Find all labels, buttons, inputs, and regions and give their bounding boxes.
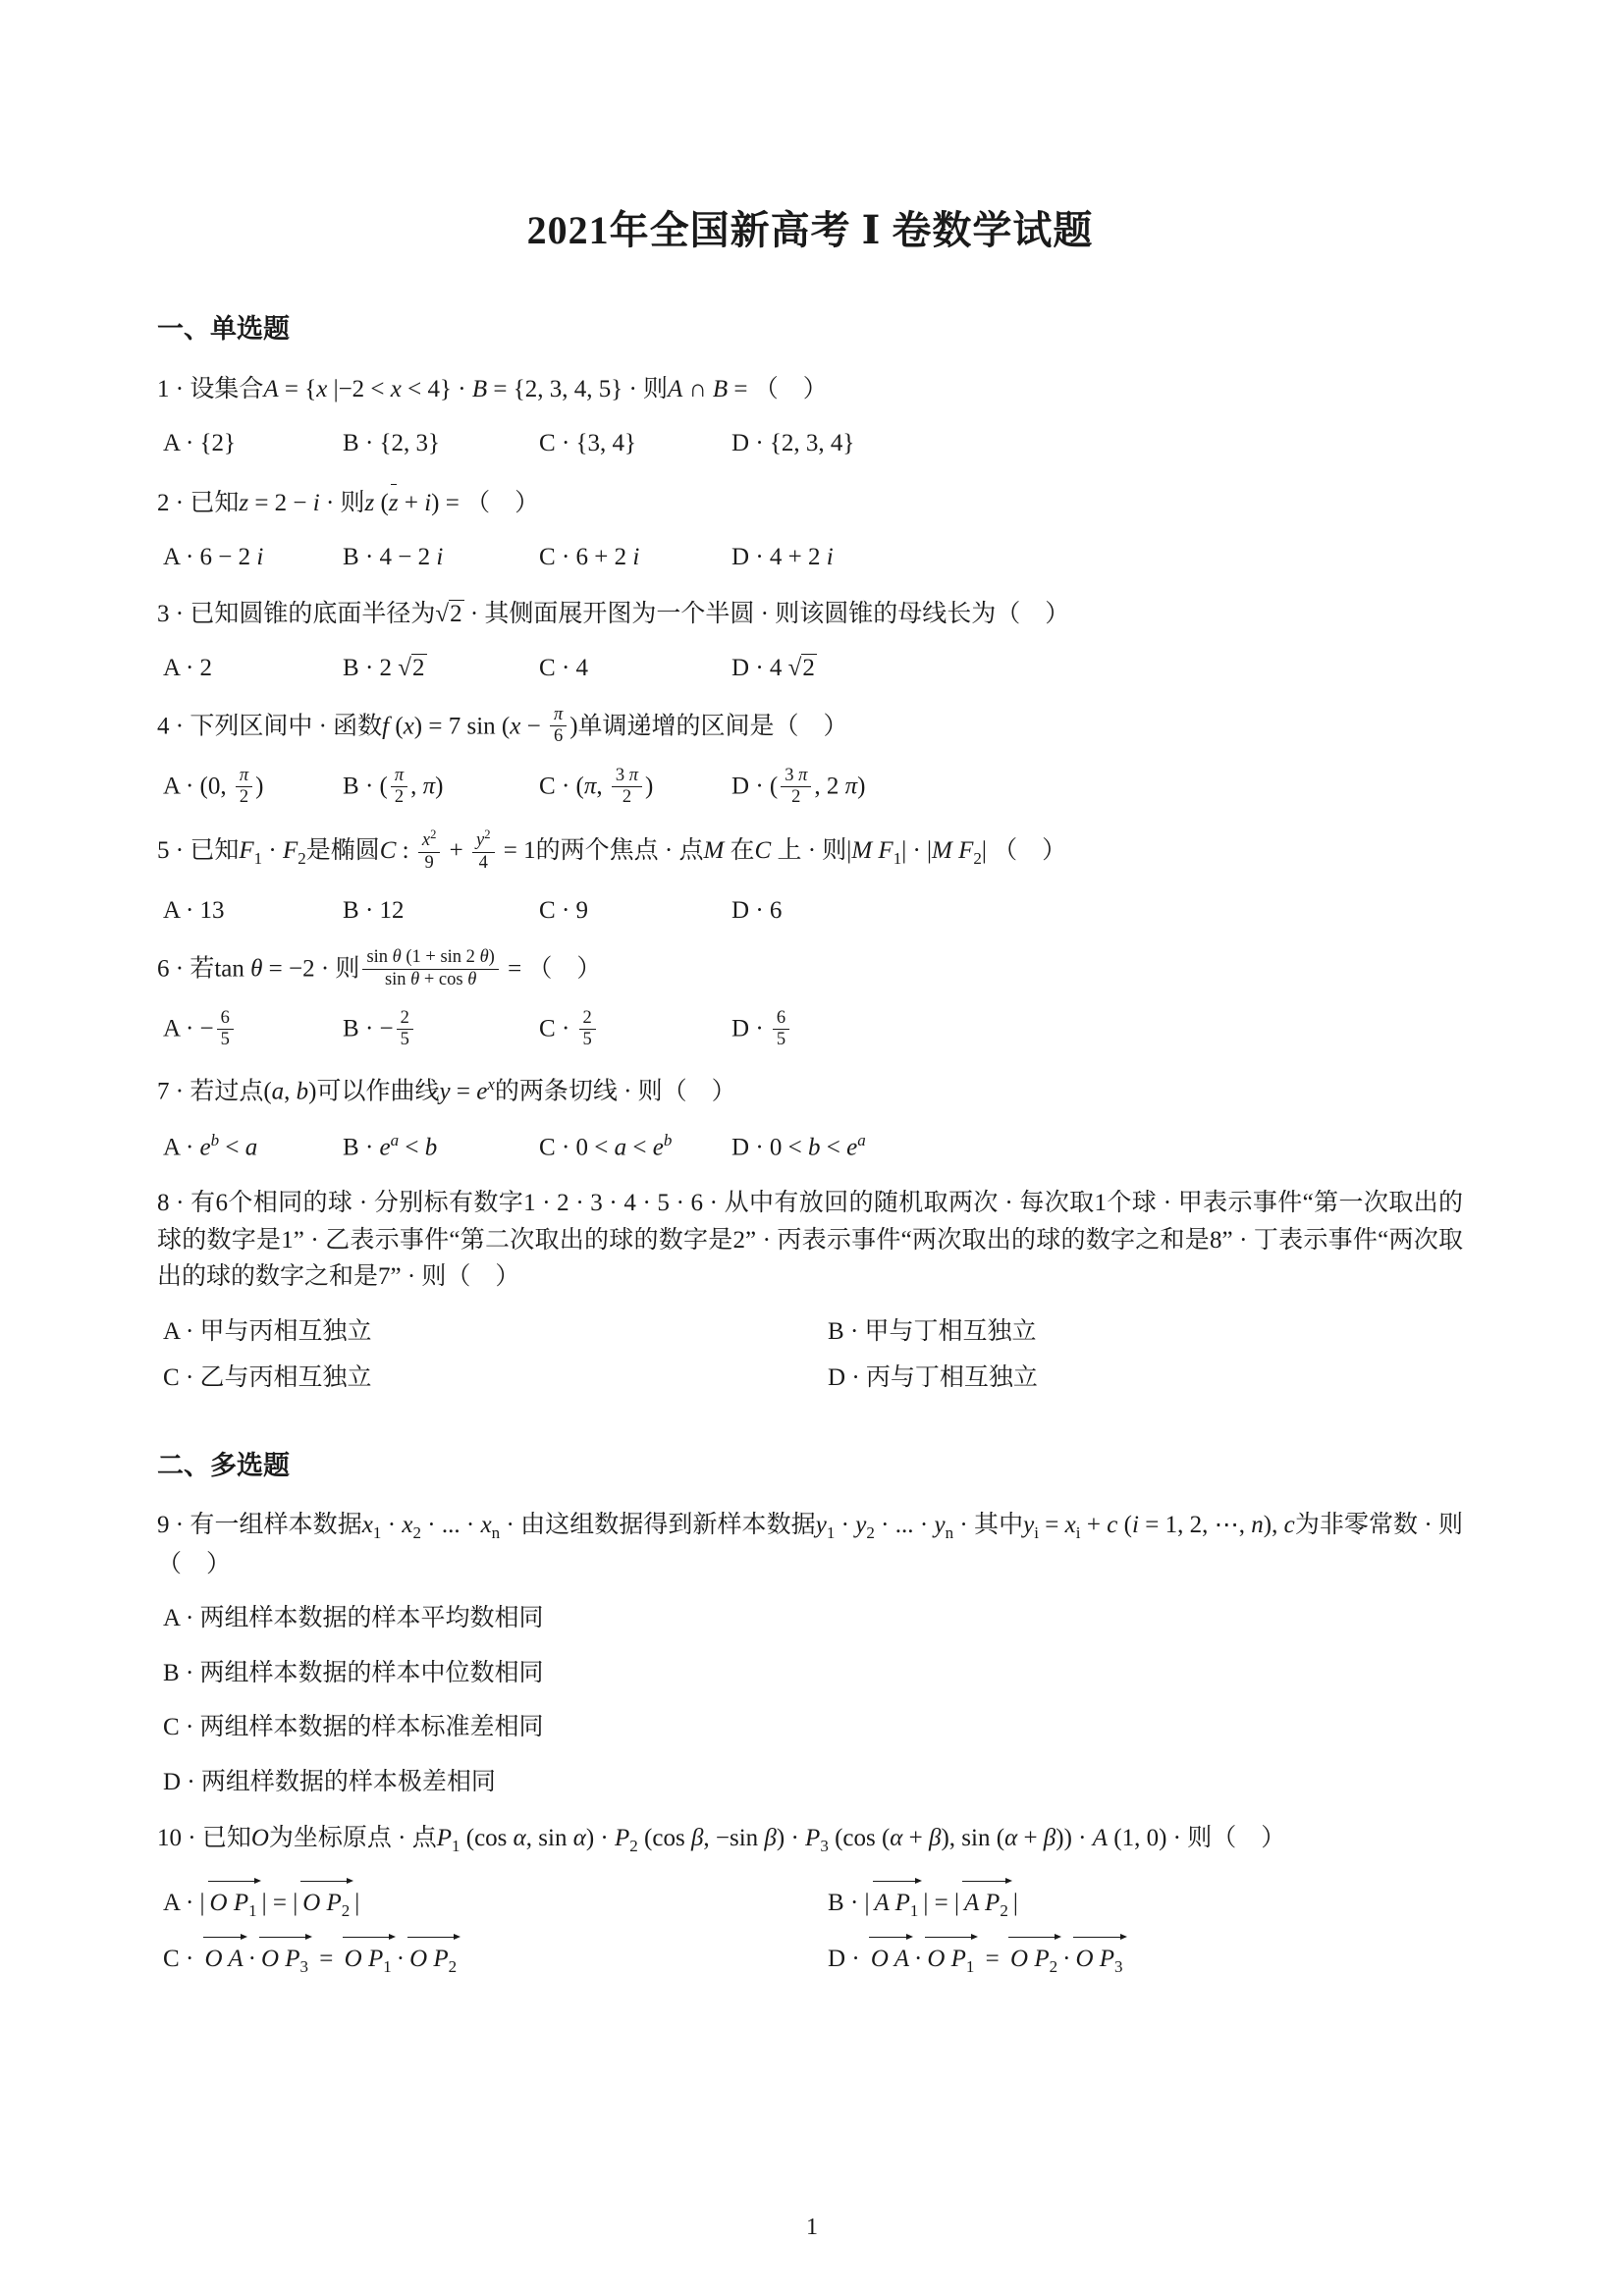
question-options <box>157 767 1463 810</box>
question-stem: 8 · 有6个相同的球 · 分别标有数字1 · 2 · 3 · 4 · 5 · 6 · 从中有放回的随机取两次 · 每次取1个球 · 甲表示事件“第一次取出的球的数字是1” · 乙表示事件“第二次取出的球的数字是2” · 丙表示事件“两次取出的球的数字之和是8” · 丁表示事件“两次取出的球的数字之和是7” · 则（ ） <box>157 1190 1463 1291</box>
option-label: B <box>828 1317 844 1345</box>
question-10 <box>157 1820 1463 1980</box>
question-1 <box>157 371 1463 462</box>
option-label: A <box>163 655 180 681</box>
page-title: 2021年全国新高考 Ⅰ 卷数学试题 <box>526 208 1094 252</box>
option-label: B <box>343 655 359 681</box>
page-number: 1 <box>806 2215 818 2240</box>
question-7 <box>157 1072 1463 1166</box>
option-label: C <box>163 1714 180 1741</box>
option-label: B <box>343 773 359 800</box>
question-stem: 9 · 有一组样本数据$x_1 \cdot x_2$ · ... · $x_n$ · 由这组数据得到新样本数据$y_1 \cdot y_2$ · ... · $y_n$ · 其中$y_i = x_i + c$ (i = 1, 2, ⋯, n), c为非零常数 · 则（ ） <box>157 1512 1464 1577</box>
question-options <box>157 1128 1463 1166</box>
option-label: C <box>539 544 556 570</box>
option-label: B <box>343 544 359 570</box>
question-number: 7 <box>157 1078 170 1105</box>
option-1-B: B · {2, 3} <box>343 430 441 456</box>
question-options <box>157 1600 1463 1800</box>
option-label: A <box>163 1317 180 1345</box>
option-label: B <box>343 897 359 925</box>
question-stem: 5 · 已知$F_1 \cdot F_2$是椭圆C : $\frac{x^2}{9}$ + $\frac{y^2}{4}$ = 1的两个焦点 · 点M 在C 上 · 则|M $F_1| \cdot |M$ $F_2|$ （ ） <box>157 828 1067 873</box>
option-10-A: A · | O $P_1$ | = | O $P_2$ | <box>157 1877 822 1924</box>
option-10-D: D · O A · O $P_1 = O$ $P_2 \cdot O$ $P_3$ <box>822 1933 1463 1980</box>
option-label: C <box>539 897 556 925</box>
option-9-D: D · 两组样数据的样本极差相同 <box>163 1768 496 1795</box>
option-7-D: $D \cdot 0 < b < e^a$ <box>731 1130 866 1160</box>
option-10-C: C · O A · O $P_3 = O$ $P_1 \cdot O$ $P_2$ <box>157 1933 822 1980</box>
option-label: C <box>539 430 556 456</box>
option-label: C <box>539 773 556 800</box>
section-heading: 一、单选题 <box>157 314 290 344</box>
question-4 <box>157 707 1463 810</box>
question-stem: 6 · 若tan θ = −2 · 则 $\frac{\text{sin θ (1 + sin 2 θ)}}{\text{sin θ + cos θ}}$ = （ ） <box>157 947 602 989</box>
option-label: B <box>163 1659 180 1686</box>
option-8-B: B · 甲与丁相互独立 <box>828 1317 1037 1345</box>
option-label: D <box>731 1133 750 1160</box>
option-label: A <box>163 773 180 800</box>
option-5-D: D · 6 <box>731 897 783 925</box>
option-label: B <box>343 1133 359 1160</box>
option-label: D <box>731 773 750 800</box>
option-2-A: A · 6 − 2 i <box>163 544 264 570</box>
option-9-A: A · 两组样本数据的样本平均数相同 <box>163 1605 544 1632</box>
question-options <box>157 539 1463 576</box>
question-options <box>157 425 1463 462</box>
option-3-D: D · 4 √2 <box>731 655 815 681</box>
option-label: A <box>163 897 180 925</box>
option-label: D <box>731 655 750 681</box>
question-number: 4 <box>157 713 170 739</box>
option-8-D: D · 丙与丁相互独立 <box>828 1364 1038 1392</box>
question-stem: 1 · 设集合A = {x |−2 < x < 4} · B = {2, 3, 4, 5} · 则A ∩ B = （ ） <box>157 375 828 402</box>
option-7-A: $A \cdot e^b < a$ <box>163 1130 258 1160</box>
question-6 <box>157 949 1463 1052</box>
option-label: C <box>539 655 556 681</box>
option-3-C: C · 4 <box>539 655 589 681</box>
question-8 <box>157 1185 1463 1397</box>
question-options <box>157 1313 1463 1397</box>
question-number: 8 <box>157 1190 170 1217</box>
question-2 <box>157 482 1463 576</box>
option-label: B <box>828 1889 844 1916</box>
option-8-A: A · 甲与丙相互独立 <box>163 1317 372 1345</box>
option-6-A: A · − $\frac{6}{5}$ <box>157 1009 337 1052</box>
question-number: 2 <box>157 489 170 516</box>
option-label: A <box>163 1889 180 1916</box>
option-1-C: C · {3, 4} <box>539 430 637 456</box>
option-6-D: D · $\frac{6}{5}$ <box>726 1009 1463 1052</box>
option-6-C: C · $\frac{2}{5}$ <box>533 1009 726 1052</box>
option-2-D: D · 4 + 2 i <box>731 544 834 570</box>
option-label: D <box>731 897 750 925</box>
exam-content <box>157 309 1463 1980</box>
option-label: C <box>539 1133 556 1160</box>
option-9-B: B · 两组样本数据的样本中位数相同 <box>163 1659 544 1686</box>
option-2-B: B · 4 − 2 i <box>343 544 444 570</box>
option-label: C <box>163 1364 180 1392</box>
option-label: D <box>731 544 750 570</box>
option-5-C: C · 9 <box>539 897 589 925</box>
question-options <box>157 892 1463 930</box>
option-7-C: $C \cdot 0 < a < e^b$ <box>539 1130 673 1160</box>
option-label: C <box>539 1015 556 1042</box>
option-4-A: A · (0, $\frac{\pi}{2}$ ) <box>163 765 264 807</box>
question-stem: 4 · 下列区间中 · 函数f (x) = 7 sin (x − $\frac{\pi}{6}$ )单调递增的区间是（ ） <box>157 705 848 747</box>
option-label: B <box>343 430 359 456</box>
option-8-C: C · 乙与丙相互独立 <box>163 1364 372 1392</box>
option-5-B: B · 12 <box>343 897 405 925</box>
question-5 <box>157 829 1463 930</box>
option-4-D: D · ( $\frac{3 \pi}{2}$ , 2 π) <box>731 765 866 807</box>
question-3 <box>157 596 1463 687</box>
option-label: D <box>731 1015 750 1042</box>
option-1-A: A · {2} <box>163 430 237 456</box>
option-label: A <box>163 430 180 456</box>
question-stem: 2 · 已知z = 2 − i · 则z (z + i) = （ ） <box>157 482 1463 522</box>
option-9-C: C · 两组样本数据的样本标准差相同 <box>163 1714 544 1741</box>
option-5-A: A · 13 <box>163 897 225 925</box>
question-stem: 3 · 已知圆锥的底面半径为√2 · 其侧面展开图为一个半圆 · 则该圆锥的母线长为（ ） <box>157 600 1070 627</box>
question-9 <box>157 1507 1463 1800</box>
option-label: A <box>163 1015 180 1042</box>
question-stem: 10 · 已知O为坐标原点 · 点$P_1$ (cos α, $\sin \alpha) \cdot P_2$ (cos β, −sin $\beta) \cdot P_3$ (cos (α + β), sin (α + β)) · A (1, 0) · 则（ ） <box>157 1825 1286 1856</box>
exam-section-2 <box>157 1446 1463 1980</box>
option-label: D <box>731 430 750 456</box>
section-questions <box>157 371 1463 1397</box>
section-questions <box>157 1507 1463 1980</box>
section-heading: 二、多选题 <box>157 1450 290 1480</box>
option-label: D <box>828 1946 846 1973</box>
question-number: 3 <box>157 600 170 627</box>
question-stem: 7 · 若过点(a, b)可以作曲线$y = e^x$的两条切线 · 则（ ） <box>157 1074 736 1105</box>
option-label: A <box>163 1605 180 1632</box>
option-label: B <box>343 1015 359 1042</box>
option-3-A: A · 2 <box>163 655 213 681</box>
option-10-B: B · | A $P_1$ | = | A $P_2$ | <box>822 1877 1463 1924</box>
question-number: 1 <box>157 375 170 402</box>
exam-section-1 <box>157 309 1463 1397</box>
option-6-B: B · − $\frac{2}{5}$ <box>337 1009 533 1052</box>
option-label: C <box>163 1946 180 1973</box>
option-7-B: $B \cdot e^a < b$ <box>343 1130 438 1160</box>
option-2-C: C · 6 + 2 i <box>539 544 640 570</box>
option-3-B: B · 2 √2 <box>343 655 425 681</box>
option-label: A <box>163 544 180 570</box>
question-number: 9 <box>157 1512 170 1539</box>
option-label: A <box>163 1133 180 1160</box>
option-label: D <box>828 1364 846 1392</box>
question-number: 5 <box>157 836 170 864</box>
option-label: D <box>163 1768 182 1795</box>
option-4-C: C · (π, $\frac{3 \pi}{2}$ ) <box>539 765 654 807</box>
question-options <box>157 650 1463 687</box>
question-number: 10 <box>157 1825 182 1852</box>
option-1-D: D · {2, 3, 4} <box>731 430 855 456</box>
question-options <box>157 1877 1463 1980</box>
question-number: 6 <box>157 955 170 983</box>
option-4-B: B · ( $\frac{\pi}{2}$ , π) <box>343 765 444 807</box>
question-options <box>157 1009 1463 1052</box>
